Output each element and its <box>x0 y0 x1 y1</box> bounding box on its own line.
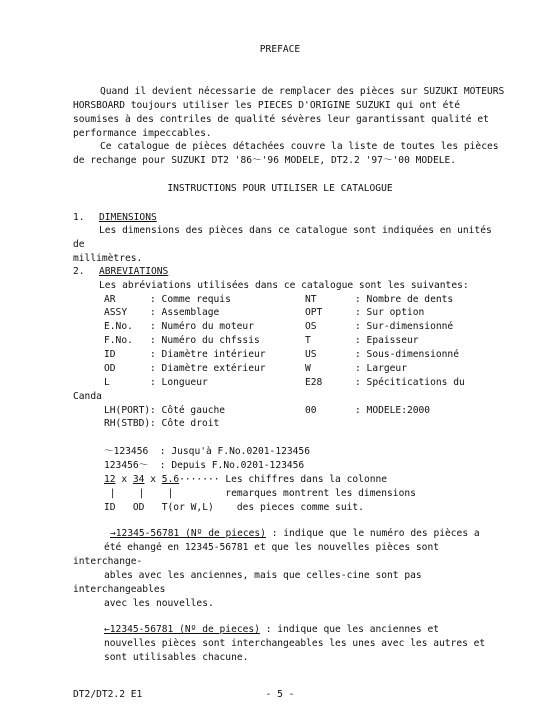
note-text: été ehangé en 12345-56781 et que les nouvelles pièces sont <box>104 542 440 553</box>
part-number-arrow: →12345-56781 (Nº de pieces) <box>110 528 266 539</box>
range-note: 123456～ : Depuis F.No.0201-123456 <box>104 460 305 471</box>
abbreviation-table-side <box>0 405 560 431</box>
intro-line: performance impeccables. <box>73 128 212 139</box>
abbr: 00 <box>305 405 317 416</box>
abbr: E.No. <box>104 321 133 332</box>
section-text: Les abréviations utilisées dans ce catalogue sont les suivantes: <box>99 280 469 291</box>
note-text: sont utilisables chacune. <box>104 652 249 663</box>
abbr: ID <box>104 349 116 360</box>
abbr: L <box>104 377 110 388</box>
abbr-def: : Assemblage <box>150 307 220 318</box>
dim-id: 12 <box>104 474 116 485</box>
abbr-def: : Longueur <box>150 377 208 388</box>
dimension-example <box>104 474 387 486</box>
section-number: 2. <box>73 266 85 277</box>
abbr-def: : Côte droit <box>150 418 220 429</box>
part-number-arrow: ←12345-56781 (Nº de pieces) <box>104 624 260 635</box>
note-text: avec les nouvelles. <box>104 598 214 609</box>
dimension-bars: | | | remarques montrent les dimensions <box>104 488 416 499</box>
footer-doc-id: DT2/DT2.2 E1 <box>73 689 143 700</box>
note-text: interchangeables <box>73 584 166 595</box>
abbr: LH(PORT) <box>104 405 151 416</box>
abbr-def: : Epaisseur <box>355 335 419 346</box>
note-text: interchange- <box>73 556 143 567</box>
wrapped-text: Canda <box>73 391 102 402</box>
dim-sep: x <box>115 474 133 485</box>
abbr: W <box>305 363 311 374</box>
section-number: 1. <box>73 212 85 223</box>
abbr: US <box>305 349 317 360</box>
range-note: ～123456 : Jusqu'à F.No.0201-123456 <box>104 446 310 457</box>
abbr: OS <box>305 321 317 332</box>
abbr-def: : Diamètre extérieur <box>150 363 266 374</box>
section-heading: ABREVIATIONS <box>99 266 169 277</box>
intro-line: Ce catalogue de pièces détachées couvre la liste de toutes les pièces <box>100 141 499 152</box>
abbr-def: : Numéro du chfssis <box>150 335 260 346</box>
abbr: OD <box>104 363 116 374</box>
note-text: ables avec les anciennes, mais que celles-cine sont pas <box>104 570 422 581</box>
instructions-title: INSTRUCTIONS POUR UTILISER LE CATALOGUE <box>167 183 393 194</box>
abbr-def: : Largeur <box>355 363 407 374</box>
abbr: NT <box>305 294 317 305</box>
abbr-def: : MODELE:2000 <box>355 405 431 416</box>
abbr: ASSY <box>104 307 128 318</box>
abbr-def: : Spécitications du <box>355 377 465 388</box>
abbr-def: : Comme requis <box>150 294 231 305</box>
abbr-def: : Numéro du moteur <box>150 321 254 332</box>
note-interchange <box>104 624 439 636</box>
dim-t: 5.6 <box>161 474 180 485</box>
note-text: nouvelles pièces sont interchangeables les unes avec les autres et <box>104 638 486 649</box>
page-title: PREFACE <box>259 44 301 55</box>
intro-line: HORSBOARD toujours utiliser les PIECES D'ORIGINE SUZUKI qui ont été <box>73 100 460 111</box>
section-text: de <box>73 239 85 250</box>
dimension-labels: ID OD T(or W,L) des pieces comme suit. <box>104 502 364 513</box>
abbr-def: : Sur-dimensionné <box>355 321 454 332</box>
page-number: - 5 - <box>265 689 295 700</box>
abbr: T <box>305 335 311 346</box>
abbr: AR <box>104 294 116 305</box>
abbr: F.No. <box>104 335 133 346</box>
abbr-def: : Diamètre intérieur <box>150 349 266 360</box>
section-heading: DIMENSIONS <box>99 212 157 223</box>
intro-line: Quand il devient nécessarie de remplacer des pièces sur SUZUKI MOTEURS <box>100 86 505 97</box>
intro-line: soumises à des contriles de qualité sévères leur garantissant qualité et <box>73 114 489 125</box>
intro-line: de rechange pour SUZUKI DT2 '86～'96 MODELE, DT2.2 '97～'00 MODELE. <box>73 155 457 166</box>
dim-od: 34 <box>132 474 145 485</box>
abbreviation-table <box>0 294 560 390</box>
abbr-def: : Nombre de dents <box>355 294 454 305</box>
abbr: RH(STBD) <box>104 418 151 429</box>
note-text: : indique que les anciennes et <box>259 624 440 635</box>
note-supersede <box>110 528 480 540</box>
dim-note: ······· Les chiffres dans la colonne <box>179 474 388 485</box>
dim-sep: x <box>144 474 162 485</box>
note-text: : indique que le numéro des pièces a <box>265 528 480 539</box>
section-text: Les dimensions des pièces dans ce catalogue sont indiquées en unités <box>99 225 492 236</box>
abbr-def: : Côté gauche <box>150 405 226 416</box>
abbr: OPT <box>305 307 323 318</box>
section-text: millimètres. <box>73 253 143 264</box>
abbr-def: : Sous-dimensionné <box>355 349 459 360</box>
abbr: E28 <box>305 377 323 388</box>
abbr-def: : Sur option <box>355 307 425 318</box>
